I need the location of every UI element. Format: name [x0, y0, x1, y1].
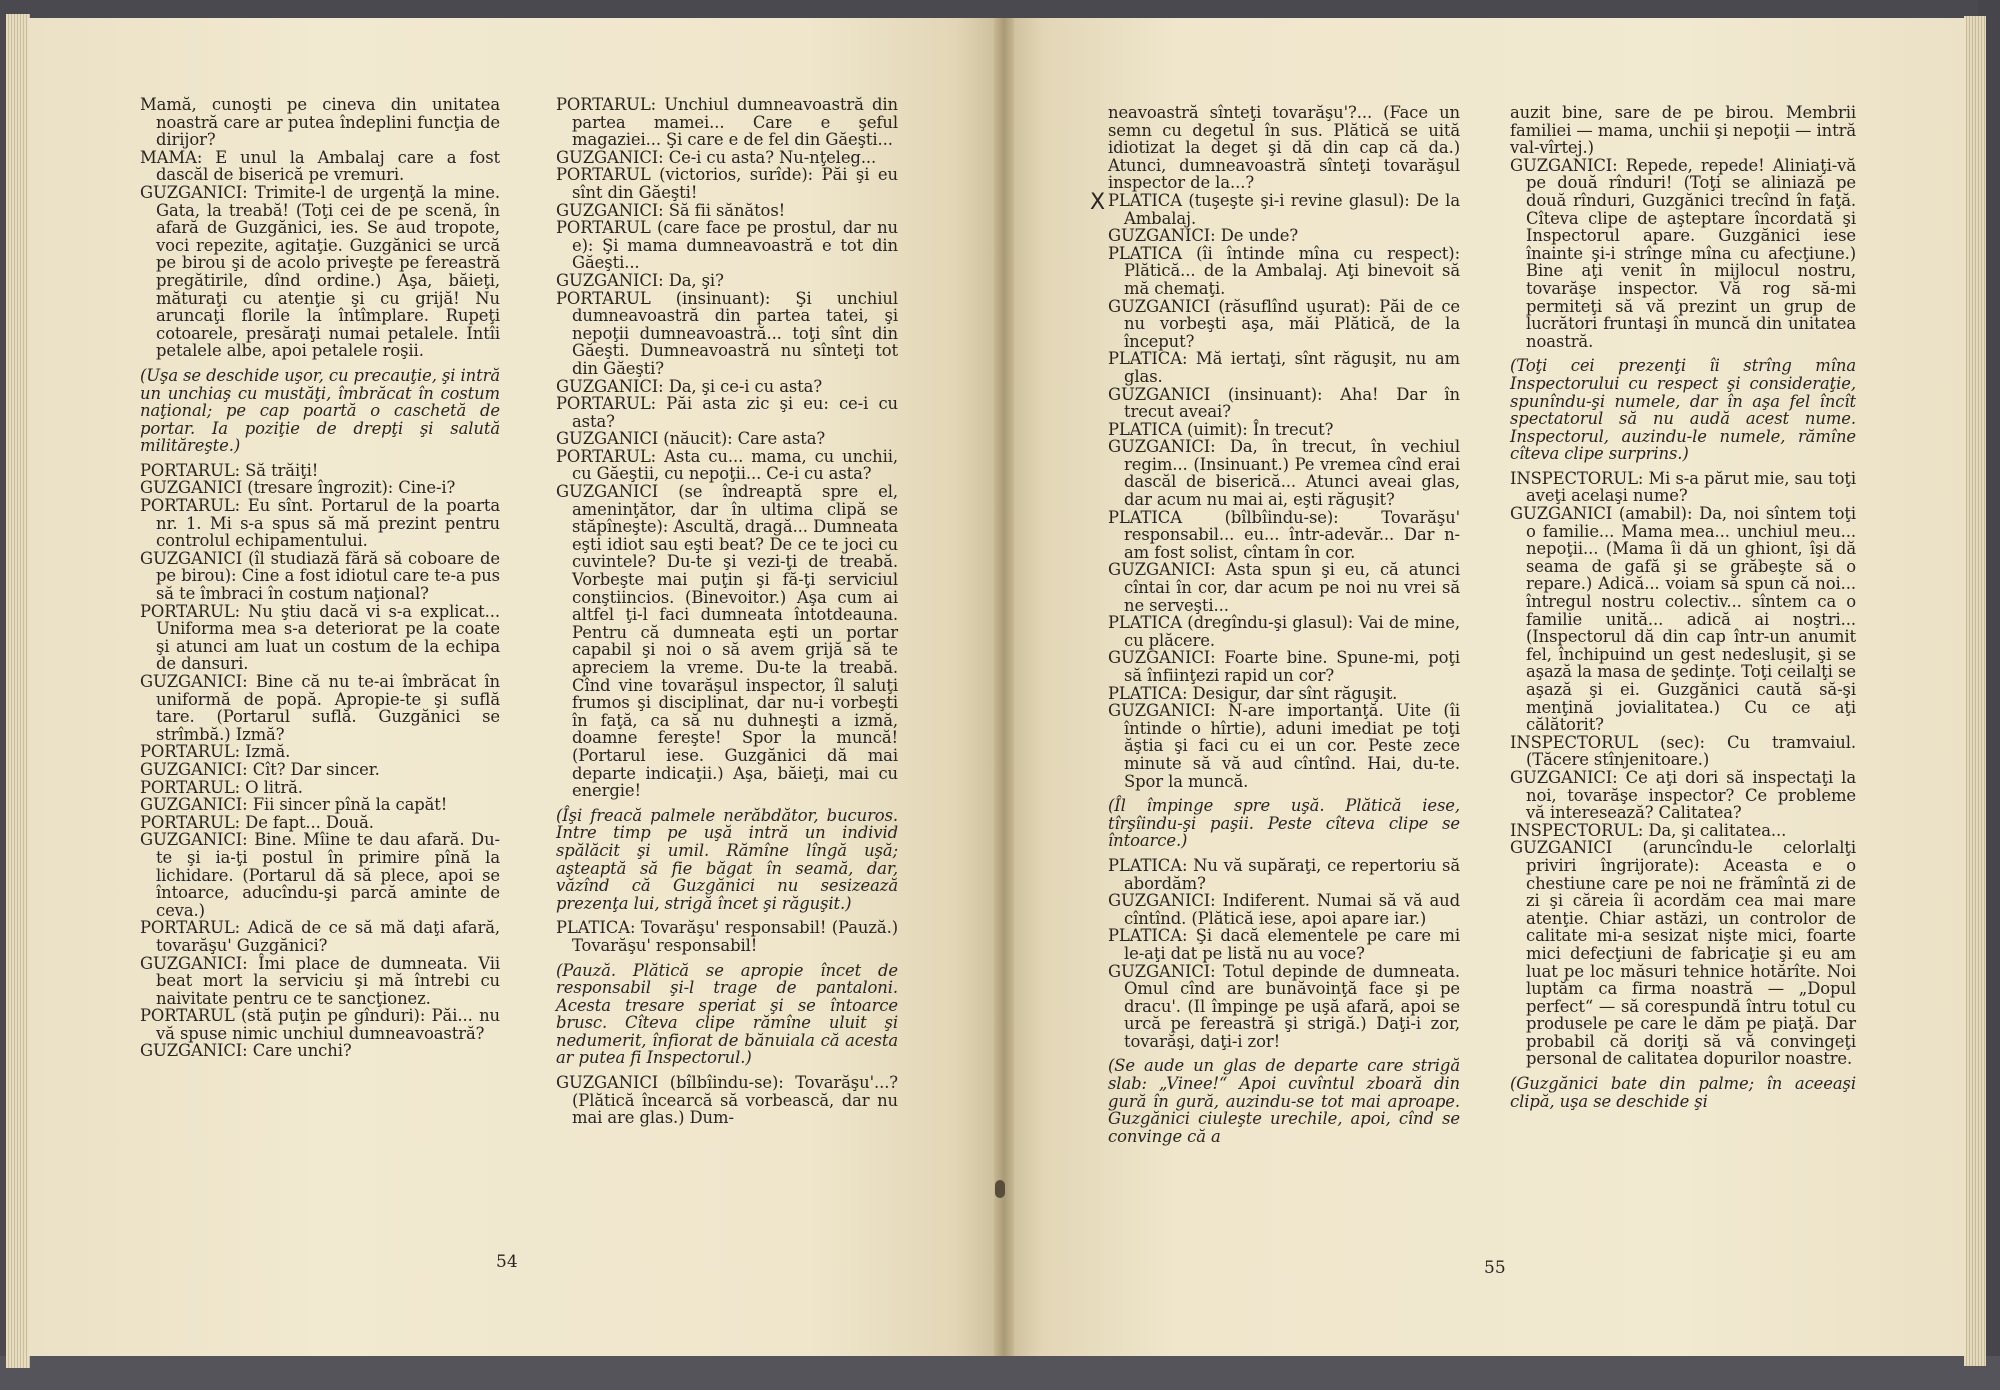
dialogue-line: GUZGANICI (năucit): Care asta? [556, 429, 826, 449]
handwritten-margin-mark: X [1090, 190, 1106, 215]
dialogue-line: PORTARUL (stă puţin pe gînduri): Păi... nu vă spuse nimic unchiul dumneavoastră? [140, 1006, 500, 1043]
dialogue-line: Mamă, cunoşti pe cineva din unitatea noastră care ar putea îndeplini funcţia de dirijor? [140, 95, 500, 150]
dialogue-line: PLATICA: Nu vă supăraţi, ce repertoriu să abordăm? [1108, 855, 1460, 893]
dialogue-line: PORTARUL: Să trăiţi! [140, 460, 319, 480]
dialogue-line: PORTARUL: Adică de ce să mă daţi afară, tovarăşu' Guzgănici? [140, 918, 500, 955]
dialogue-line: GUZGANICI: Cît? Dar sincer. [140, 759, 380, 779]
dialogue-line: PORTARUL: Păi asta zic şi eu: ce-i cu asta? [556, 394, 898, 431]
page-number-left: 54 [496, 1252, 518, 1272]
dialogue-line: PLATICA: Şi dacă elementele pe care mi le-aţi dat pe listă nu au voce? [1108, 926, 1460, 963]
stage-direction: (Guzgănici bate din palme; în aceeaşi clipă, uşa se deschide şi [1510, 1074, 1856, 1111]
gutter-stain [995, 1180, 1005, 1198]
dialogue-line: GUZGANICI (insinuant): Aha! Dar în trecut aveai? [1108, 384, 1460, 422]
dialogue-line: GUZGANICI: Care unchi? [140, 1041, 352, 1061]
right-page-column-1 [1108, 104, 1460, 1152]
dialogue-line: GUZGANICI: Asta spun şi eu, că atunci cîntai în cor, dar acum pe noi nu vrei să ne serveşti... [1108, 560, 1460, 615]
dialogue-line: PLATICA: Mă iertaţi, sînt răguşit, nu am glas. [1108, 349, 1460, 386]
page-edges-left [6, 14, 30, 1368]
dialogue-line: GUZGANICI: Da, în trecut, în vechiul regim... (Insinuant.) Pe vremea cînd erai dascăl de biserică... Atunci aveai glas, dar acum nu mai ai, eşti răguşit? [1108, 437, 1460, 510]
stage-direction: (Se aude un glas de departe care strigă slab: „Vinee!“ Apoi cuvîntul zboară din gură în gură, auzindu-se tot mai aproape. Guzgănici ciuleşte urechile, apoi, cînd se convinge că a [1108, 1056, 1460, 1146]
dialogue-line: INSPECTORUL: Da, şi calitatea... [1510, 820, 1787, 840]
dialogue-line: PORTARUL: De fapt... Două. [140, 812, 374, 832]
book-gutter [994, 18, 1014, 1356]
dialogue-line: GUZGANICI: Bine că nu te-ai îmbrăcat în uniformă de popă. Apropie-te şi suflă tare. (Portarul suflă. Guzgănici se strîmbă.) Izmă? [140, 672, 500, 744]
dialogue-line: MAMA: E unul la Ambalaj care a fost dascăl de biserică pe vremuri. [140, 147, 500, 185]
dialogue-line: GUZGANICI (tresare îngrozit): Cine-i? [140, 478, 456, 498]
stage-direction: (Uşa se deschide uşor, cu precauţie, şi intră un unchiaş cu mustăţi, îmbrăcat în costum naţional; pe cap poartă o caschetă de portar. Ia poziţie de drepţi şi salută milităreşte.) [140, 365, 500, 456]
dialogue-line: PORTARUL: Nu ştiu dacă vi s-a explicat... Uniforma mea s-a deteriorat pe la coate şi atunci am luat un costum de la echipa de dansuri. [140, 601, 500, 674]
dialogue-line: GUZGANICI (aruncîndu-le celorlalţi priviri îngrijorate): Aceasta e o chestiune care pe noi ne frămîntă zi de zi şi căreia îi acordăm cea mai mare atenţie. Chiar astăzi, un controlor de calitate mi-a sesizat nişte mici, foarte mici defecţiuni de fabricaţie şi eu am luat pe loc măsuri tehnice hotărîte. Noi luptăm ca firma noastră — „Dopul perfect“ — să corespundă întru totul cu produsele pe care le dăm pe piaţă. Dar probabil că doriţi să vă convingeţi personal de calitatea dopurilor noastre. [1510, 838, 1856, 1069]
book-cover-bottom [0, 1356, 2000, 1390]
book-cover-top [0, 0, 2000, 18]
dialogue-line: GUZGANICI: Fii sincer pînă la capăt! [140, 795, 448, 815]
dialogue-line: PORTARUL: Eu sînt. Portarul de la poarta nr. 1. Mi s-a spus să mă prezint pentru controlul echipamentului. [140, 496, 500, 551]
dialogue-line: GUZGANICI: Repede, repede! Aliniaţi-vă pe două rînduri! (Toţi se aliniază pe două rînduri, Guzgănici trecînd în faţă. Cîteva clipe de aşteptare încordată şi Inspectorul apare. Guzgănici iese înainte şi-i strînge mîna cu afecţiune.) Bine aţi venit în mijlocul nostru, tovarăşe inspector. Vă rog să-mi permiteţi să vă prezint un grup de lucrători fruntaşi în muncă din unitatea noastră. [1510, 155, 1856, 351]
dialogue-line: PLATICA (îi întinde mîna cu respect): Plătică... de la Ambalaj. Aţi binevoit să mă chemaţi. [1108, 243, 1460, 298]
dialogue-line: GUZGANICI (se îndreaptă spre el, ameninţător, dar în ultima clipă se stăpîneşte): Ascultă, dragă... Dumneata eşti idiot sau eşti beat? De ce te joci cu cuvintele? Du-te şi vezi-ţi de treabă. Vorbeşte mai puţin şi fă-ţi serviciul conştiincios. (Binevoitor.) Aşa cum ai altfel ţi-l faci dumneata întotdeauna. Pentru că dumneata eşti un portar capabil şi noi o să avem grijă să te apreciem la vreme. Du-te la treabă. Cînd vine tovarăşul inspector, îl saluţi frumos şi disciplinat, dar nu-i vorbeşti în faţă, ca să nu duhneşti a izmă, doamne fereşte! Spor la muncă! (Portarul iese. Guzgănici dă mai departe indicaţii.) Aşa, băieţi, mai cu energie! [556, 482, 898, 801]
dialogue-line: PLATICA (dregîndu-şi glasul): Vai de mine, cu plăcere. [1108, 613, 1460, 650]
dialogue-line: GUZGANICI: Îmi place de dumneata. Vii beat mort la serviciu şi mă întrebi cu naivitate pentru ce te sancţionez. [140, 953, 500, 1008]
right-page-column-2 [1510, 104, 1856, 1117]
stage-direction: (Toţi cei prezenţi îi strîng mîna Inspectorului cu respect şi consideraţie, spunîndu-şi numele, dar în aşa fel încît spectatorul să nu audă acest nume. Inspectorul, auzindu-le numele, rămîne cîteva clipe surprins.) [1510, 356, 1856, 464]
dialogue-line: PLATICA (uimit): În trecut? [1108, 419, 1334, 439]
dialogue-line: GUZGANICI: Ce-i cu asta? Nu-nţeleg... [556, 147, 877, 167]
dialogue-line: PLATICA (bîlbîindu-se): Tovarăşu' responsabil... eu... într-adevăr... Dar n-am fost solist, cîntam în cor. [1108, 507, 1460, 562]
dialogue-line: PORTARUL: Unchiul dumneavoastră din partea mamei... Care e şeful magaziei... Şi care e de fel din Găeşti... [556, 95, 898, 150]
left-page-column-2 [556, 96, 898, 1127]
dialogue-line: PORTARUL: Asta cu... mama, cu unchii, cu Găeştii, cu nepoţii... Ce-i cu asta? [556, 446, 898, 484]
dialogue-line: GUZGANICI (bîlbîindu-se): Tovarăşu'...? (Plătică încearcă să vorbească, dar nu mai are glas.) Dum- [556, 1073, 898, 1128]
dialogue-line: PLATICA: Desigur, dar sînt răguşit. [1108, 683, 1398, 703]
dialogue-line: GUZGANICI: Indiferent. Numai să vă aud cîntînd. (Plătică iese, apoi apare iar.) [1108, 891, 1460, 928]
dialogue-line: GUZGANICI: Trimite-l de urgenţă la mine. Gata, la treabă! (Toţi cei de pe scenă, în afară de Guzgănici, ies. Se aud tropote, voci repezite, agitaţie. Guzgănici se urcă pe birou şi de acolo priveşte pe fereastră pregătirile, dînd ordine.) Aşa, băieţi, măturaţi cu atenţie şi cu grijă! Nu aruncaţi florile la întîmplare. Rupeţi cotoarele, presăraţi numai petalele. Intîi petalele albe, apoi petalele roşii. [140, 182, 500, 361]
dialogue-line: PLATICA: Tovarăşu' responsabil! (Pauză.) Tovarăşu' responsabil! [556, 918, 898, 955]
dialogue-line: GUZGANICI: De unde? [1108, 226, 1299, 246]
page-number-right: 55 [1484, 1258, 1506, 1278]
dialogue-line: GUZGANICI: Ce aţi dori să inspectaţi la noi, tovarăşe inspector? Ce probleme vă interesează? Calitatea? [1510, 767, 1856, 823]
dialogue-line: GUZGANICI: N-are importanţă. Uite (îi întinde o hîrtie), aduni imediat pe toţi ăştia şi faci cu ei un cor. Peste zece minute să vă aud cîntînd. Hai, du-te. Spor la muncă. [1108, 701, 1460, 791]
left-page-column-1 [140, 96, 500, 1060]
dialogue-line: neavoastră sînteţi tovarăşu'?... (Face un semn cu degetul în sus. Plătică se uită idiotizat la deget şi dă din cap că da.) Atunci, dumneavoastră sînteţi tovarăşul inspector de la...? [1108, 103, 1460, 193]
dialogue-line: PORTARUL (care face pe prostul, dar nu e): Şi mama dumneavoastră e tot din Găeşti... [556, 218, 898, 273]
stage-direction: (Îl împinge spre uşă. Plătică iese, tîrşîindu-şi paşii. Peste cîteva clipe se întoarce.) [1108, 796, 1460, 851]
dialogue-line: INSPECTORUL (sec): Cu tramvaiul. (Tăcere stînjenitoare.) [1510, 732, 1856, 770]
dialogue-line: GUZGANICI: Bine. Mîine te dau afară. Du-te şi ia-ţi postul în primire pînă la lichidare. (Portarul dă să plece, apoi se întoarce, aducîndu-şi parcă aminte de ceva.) [140, 830, 500, 920]
dialogue-line: INSPECTORUL: Mi s-a părut mie, sau toţi aveţi acelaşi nume? [1510, 468, 1856, 506]
dialogue-line: GUZGANICI: Foarte bine. Spune-mi, poţi să înfiinţezi rapid un cor? [1108, 648, 1460, 685]
dialogue-line: GUZGANICI (îl studiază fără să coboare de pe birou): Cine a fost idiotul care te-a pus să te îmbraci în costum naţional? [140, 548, 500, 604]
page-edges-right [1964, 16, 1986, 1366]
stage-direction: (Pauză. Plătică se apropie încet de responsabil şi-l trage de pantaloni. Acesta tresare speriat şi se întoarce brusc. Cîteva clipe rămîne uluit şi nedumerit, înfiorat de bănuiala că acesta ar putea fi Inspectorul.) [556, 960, 898, 1068]
dialogue-line: PORTARUL (victorios, surîde): Păi şi eu sînt din Găeşti! [556, 165, 898, 202]
dialogue-line: GUZGANICI: Totul depinde de dumneata. Omul cînd are bunăvoinţă face şi pe dracu'. (Il împinge pe uşă afară, apoi se urcă pe fereastră şi strigă.) Daţi-i zor, tovarăşi, daţi-i zor! [1108, 961, 1460, 1051]
dialogue-line: PORTARUL: O litră. [140, 777, 303, 797]
dialogue-line: PORTARUL (insinuant): Şi unchiul dumneavoastră din partea tatei, şi nepoţii dumneavoastră... toţi sînt din Găeşti. Dumneavoastră nu sînteţi tot din Găeşti? [556, 288, 898, 378]
dialogue-line: PORTARUL: Izmă. [140, 742, 291, 762]
dialogue-line: PLATICA (tuşeşte şi-i revine glasul): De la Ambalaj. [1108, 190, 1460, 228]
dialogue-line: GUZGANICI: Da, şi? [556, 270, 724, 290]
dialogue-line: GUZGANICI: Să fii sănătos! [556, 200, 786, 220]
dialogue-line: GUZGANICI: Da, şi ce-i cu asta? [556, 376, 823, 396]
stage-direction: (Îşi freacă palmele nerăbdător, bucuros. Intre timp pe uşă intră un individ spălăcit şi umil. Rămîne lîngă uşă; aşteaptă să fie băgat în seamă, dar, văzînd că Guzgănici nu sesizează prezenţa lui, strigă încet şi răguşit.) [556, 805, 898, 913]
dialogue-line: GUZGANICI (răsuflînd uşurat): Păi de ce nu vorbeşti aşa, măi Plătică, de la început? [1108, 296, 1460, 351]
dialogue-line: GUZGANICI (amabil): Da, noi sîntem toţi o familie... Mama mea... unchiul meu... nepoţii... (Mama îi dă un ghiont, îşi dă seama de gafă şi se grăbeşte să o repare.) Adică... voiam să spun că noi... întregul nostru colectiv... sîntem ca o familie unită... adică ai noştri... (Inspectorul dă din cap într-un anumit fel, închipuind un gest nedesluşit, şi se aşază la masa de şedinţe. Toţi ceilalţi se aşază şi ei. Guzgănici caută să-şi menţină jovialitatea.) Cu ce aţi călătorit? [1510, 504, 1856, 735]
dialogue-line: auzit bine, sare de pe birou. Membrii familiei — mama, unchii şi nepoţii — intră val-vîrtej.) [1510, 103, 1856, 158]
